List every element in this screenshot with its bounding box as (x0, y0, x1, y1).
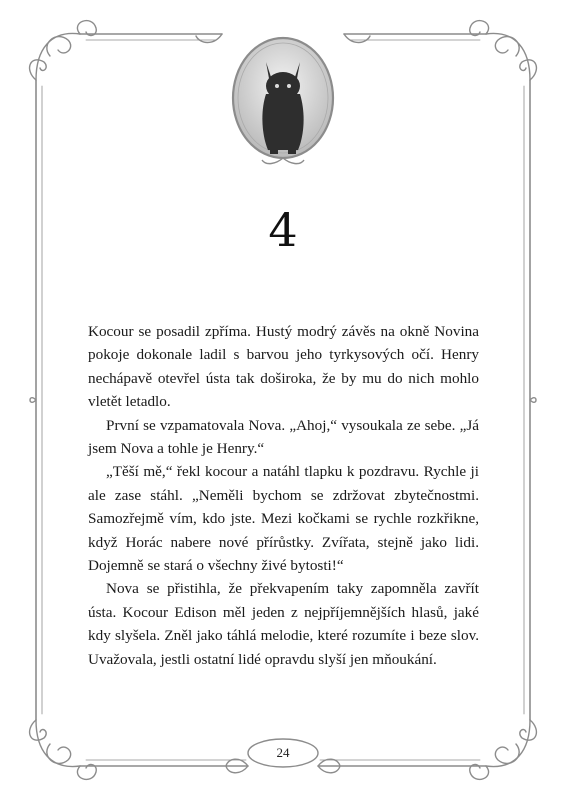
page-number: 24 (276, 745, 290, 760)
chapter-number: 4 (268, 203, 298, 257)
paragraph: Kocour se posadil zpříma. Hustý modrý závěs na okně Novina pokoje dokonale ladil s barvou jeho tyrkysových očí. Henry nechápavě otevřel ústa tak doširoka, že by mu do nich mohlo vletět letadlo. (88, 323, 479, 411)
paragraph: Nova se přistihla, že překvapením taky zapomněla zavřít ústa. Kocour Edison měl jeden z nejpříjemnějších hlasů, jaké kdy slyšela. Zněl jako táhlá melodie, které rozumíte i beze slov. Uvažovala, jestli ostatní lidé opravdu slyší jen mňoukání. (88, 580, 479, 668)
chapter-text (88, 320, 479, 671)
paragraph: První se vzpamatovala Nova. „Ahoj,“ vysoukala ze sebe. „Já jsem Nova a tohle je Henry.“ (88, 416, 479, 458)
paragraph: „Těší mě,“ řekl kocour a natáhl tlapku k pozdravu. Rychle ji ale zase stáhl. „Neměli bychom se zdržovat zbytečnostmi. Samozřejmě vím, kdo jste. Mezi kočkami se rychle rozkřikne, když Horác nabere nové přírůstky. Zvířata, stejně jako lidi. Dojemně se stará o všechny živé bytosti!“ (88, 463, 479, 575)
cat-portrait-illustration (226, 32, 340, 174)
